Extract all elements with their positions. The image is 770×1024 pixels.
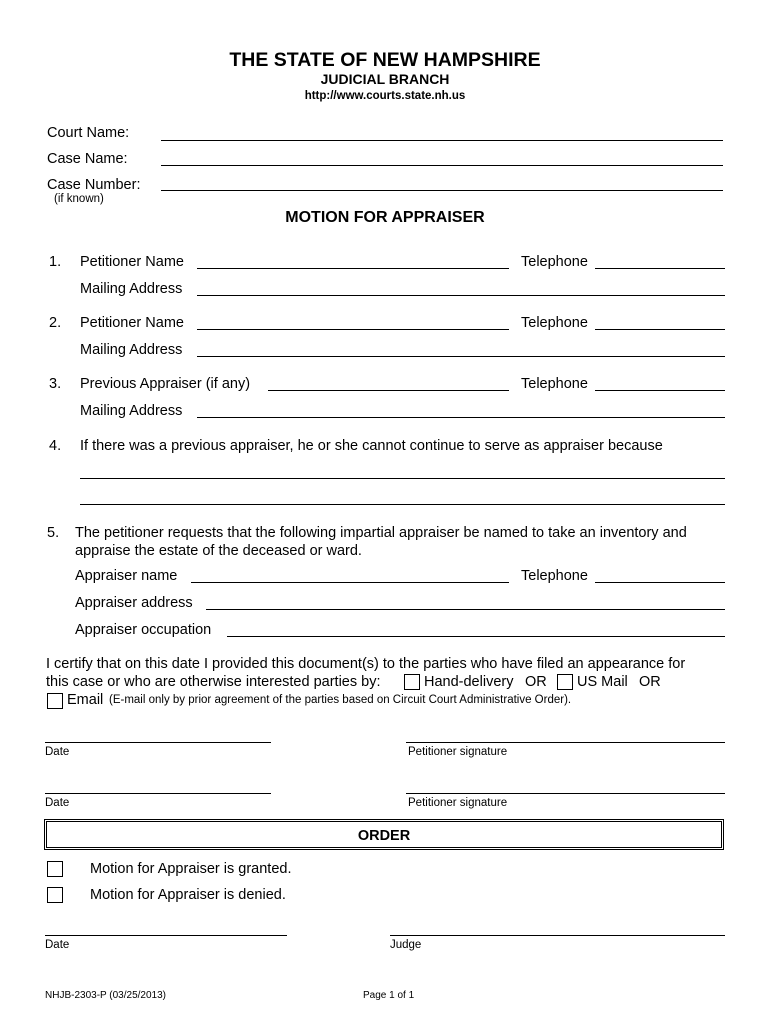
appraiser-telephone-field[interactable]	[595, 582, 725, 583]
hand-delivery-label: Hand-delivery	[424, 674, 514, 690]
appraiser-address-field[interactable]	[206, 609, 725, 610]
petitioner-2-telephone-label: Telephone	[521, 315, 588, 331]
appraiser-name-field[interactable]	[191, 582, 509, 583]
petitioner-1-name-field[interactable]	[197, 268, 509, 269]
certify-text-line-2: this case or who are otherwise interested parties by:	[46, 674, 381, 690]
court-name-label: Court Name:	[47, 125, 130, 141]
appraiser-address-label: Appraiser address	[75, 595, 193, 611]
or-separator-1: OR	[525, 674, 547, 690]
petitioner-1-address-label: Mailing Address	[80, 281, 183, 297]
date-label-2: Date	[45, 797, 70, 809]
motion-denied-checkbox[interactable]	[47, 887, 63, 903]
form-id: NHJB-2303-P (03/25/2013)	[45, 990, 166, 1001]
previous-appraiser-label: Previous Appraiser (if any)	[80, 376, 251, 392]
email-checkbox[interactable]	[47, 693, 63, 709]
previous-appraiser-telephone-label: Telephone	[521, 376, 588, 392]
judge-label: Judge	[390, 939, 422, 951]
case-number-label: Case Number:	[47, 177, 141, 193]
petitioner-2-address-field[interactable]	[197, 356, 725, 357]
appraiser-occupation-label: Appraiser occupation	[75, 622, 212, 638]
item-number-3: 3.	[49, 376, 62, 392]
state-title: THE STATE OF NEW HAMPSHIRE	[229, 49, 541, 71]
order-title: ORDER	[357, 828, 411, 844]
petitioner-signature-label-1: Petitioner signature	[408, 746, 508, 758]
item-number-1: 1.	[49, 254, 62, 270]
motion-granted-label: Motion for Appraiser is granted.	[90, 861, 292, 877]
item-number-2: 2.	[49, 315, 62, 331]
or-separator-2: OR	[639, 674, 661, 690]
item-5-text-line-2: appraise the estate of the deceased or ward.	[75, 543, 362, 559]
appraiser-telephone-label: Telephone	[521, 568, 588, 584]
motion-granted-checkbox[interactable]	[47, 861, 63, 877]
case-name-field[interactable]	[161, 165, 723, 166]
judicial-branch: JUDICIAL BRANCH	[320, 71, 450, 87]
date-label-1: Date	[45, 746, 70, 758]
case-name-label: Case Name:	[47, 151, 128, 167]
previous-appraiser-address-label: Mailing Address	[80, 403, 183, 419]
order-date-label: Date	[45, 939, 70, 951]
petitioner-signature-label-2: Petitioner signature	[408, 797, 508, 809]
item-4-reason-line-1[interactable]	[80, 478, 725, 479]
court-url[interactable]: http://www.courts.state.nh.us	[304, 90, 466, 102]
motion-denied-label: Motion for Appraiser is denied.	[90, 887, 286, 903]
judge-signature-field[interactable]	[390, 935, 725, 936]
previous-appraiser-field[interactable]	[268, 390, 509, 391]
petitioner-2-telephone-field[interactable]	[595, 329, 725, 330]
hand-delivery-checkbox[interactable]	[404, 674, 420, 690]
petitioner-2-name-field[interactable]	[197, 329, 509, 330]
item-number-4: 4.	[49, 438, 62, 454]
petitioner-signature-field-2[interactable]	[406, 793, 725, 794]
appraiser-name-label: Appraiser name	[75, 568, 178, 584]
case-number-note: (if known)	[54, 193, 104, 205]
appraiser-occupation-field[interactable]	[227, 636, 725, 637]
item-number-5: 5.	[47, 525, 60, 541]
item-5-text-line-1: The petitioner requests that the following impartial appraiser be named to take an inventory and	[75, 525, 687, 541]
petitioner-2-name-label: Petitioner Name	[80, 315, 184, 331]
date-field-2[interactable]	[45, 793, 271, 794]
petitioner-1-telephone-field[interactable]	[595, 268, 725, 269]
previous-appraiser-address-field[interactable]	[197, 417, 725, 418]
email-note: (E-mail only by prior agreement of the parties based on Circuit Court Administrative Order).	[109, 694, 572, 706]
petitioner-1-telephone-label: Telephone	[521, 254, 588, 270]
form-title: MOTION FOR APPRAISER	[285, 209, 485, 226]
item-4-reason-line-2[interactable]	[80, 504, 725, 505]
page-number: Page 1 of 1	[363, 990, 415, 1001]
order-date-field[interactable]	[45, 935, 287, 936]
previous-appraiser-telephone-field[interactable]	[595, 390, 725, 391]
us-mail-checkbox[interactable]	[557, 674, 573, 690]
petitioner-1-address-field[interactable]	[197, 295, 725, 296]
date-field-1[interactable]	[45, 742, 271, 743]
court-name-field[interactable]	[161, 140, 723, 141]
order-header-box	[44, 819, 724, 850]
petitioner-2-address-label: Mailing Address	[80, 342, 183, 358]
case-number-field[interactable]	[161, 190, 723, 191]
email-label: Email	[67, 692, 104, 708]
petitioner-1-name-label: Petitioner Name	[80, 254, 184, 270]
us-mail-label: US Mail	[577, 674, 628, 690]
item-4-text: If there was a previous appraiser, he or she cannot continue to serve as appraiser because	[80, 438, 663, 454]
petitioner-signature-field-1[interactable]	[406, 742, 725, 743]
certify-text-line-1: I certify that on this date I provided this document(s) to the parties who have filed an appearance for	[46, 656, 686, 672]
